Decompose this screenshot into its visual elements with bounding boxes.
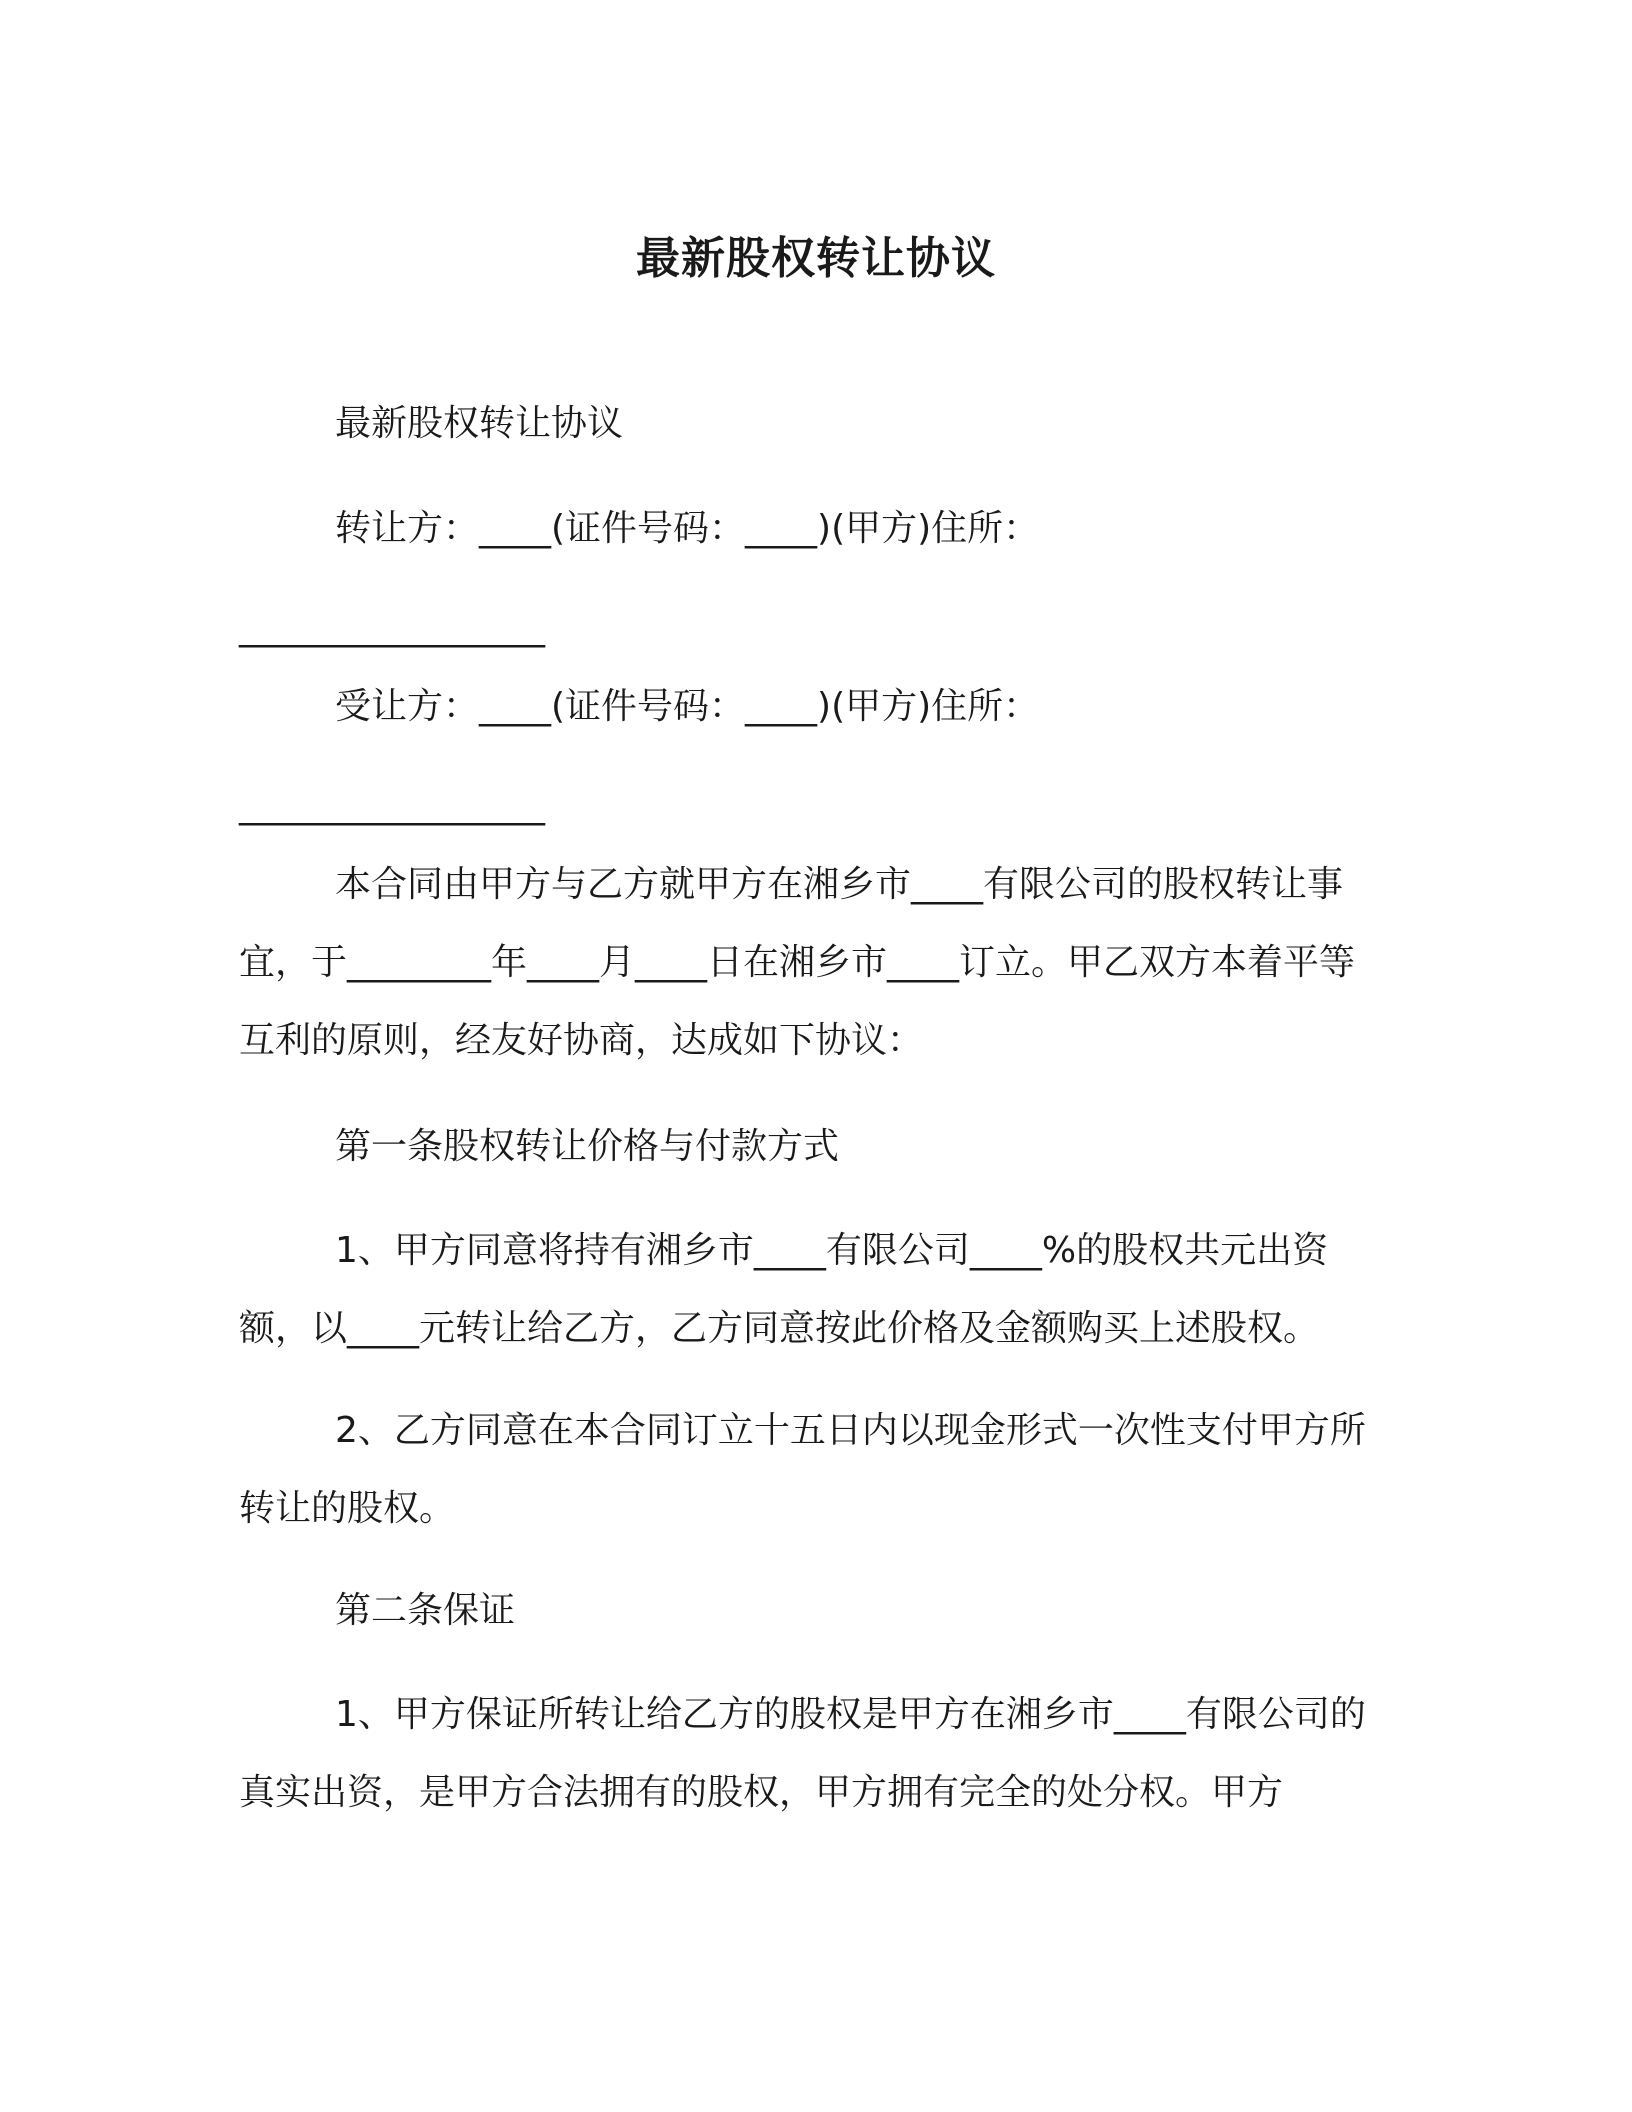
article-2-clause-1: 1、甲方保证所转让给乙方的股权是甲方在湘乡市____有限公司的真实出资，是甲方合法拥有的股权，甲方拥有完全的处分权。甲方	[239, 1694, 1366, 1813]
transferor-line: 转让方：____(证件号码：____)(甲方)住所：	[335, 508, 1040, 549]
document-title: 最新股权转让协议	[636, 233, 996, 284]
article-2-heading: 第二条保证	[335, 1590, 516, 1631]
article-1-clause-1: 1、甲方同意将持有湘乡市____有限公司____%的股权共元出资额，以____元转让给乙方，乙方同意按此价格及金额购买上述股权。	[239, 1230, 1329, 1349]
transferee-line: 受让方：____(证件号码：____)(甲方)住所：	[335, 686, 1040, 727]
article-1-clause-2: 2、乙方同意在本合同订立十五日内以现金形式一次性支付甲方所转让的股权。	[239, 1410, 1366, 1529]
transferee-address-blank: _________________	[239, 785, 545, 826]
subtitle: 最新股权转让协议	[335, 403, 624, 444]
article-1-heading: 第一条股权转让价格与付款方式	[335, 1126, 840, 1167]
intro-paragraph: 本合同由甲方与乙方就甲方在湘乡市____有限公司的股权转让事宜，于________年____月____日在湘乡市____订立。甲乙双方本着平等互利的原则，经友好协商，达成如下协议：	[239, 864, 1356, 1061]
transferor-address-blank: _________________	[239, 607, 545, 648]
